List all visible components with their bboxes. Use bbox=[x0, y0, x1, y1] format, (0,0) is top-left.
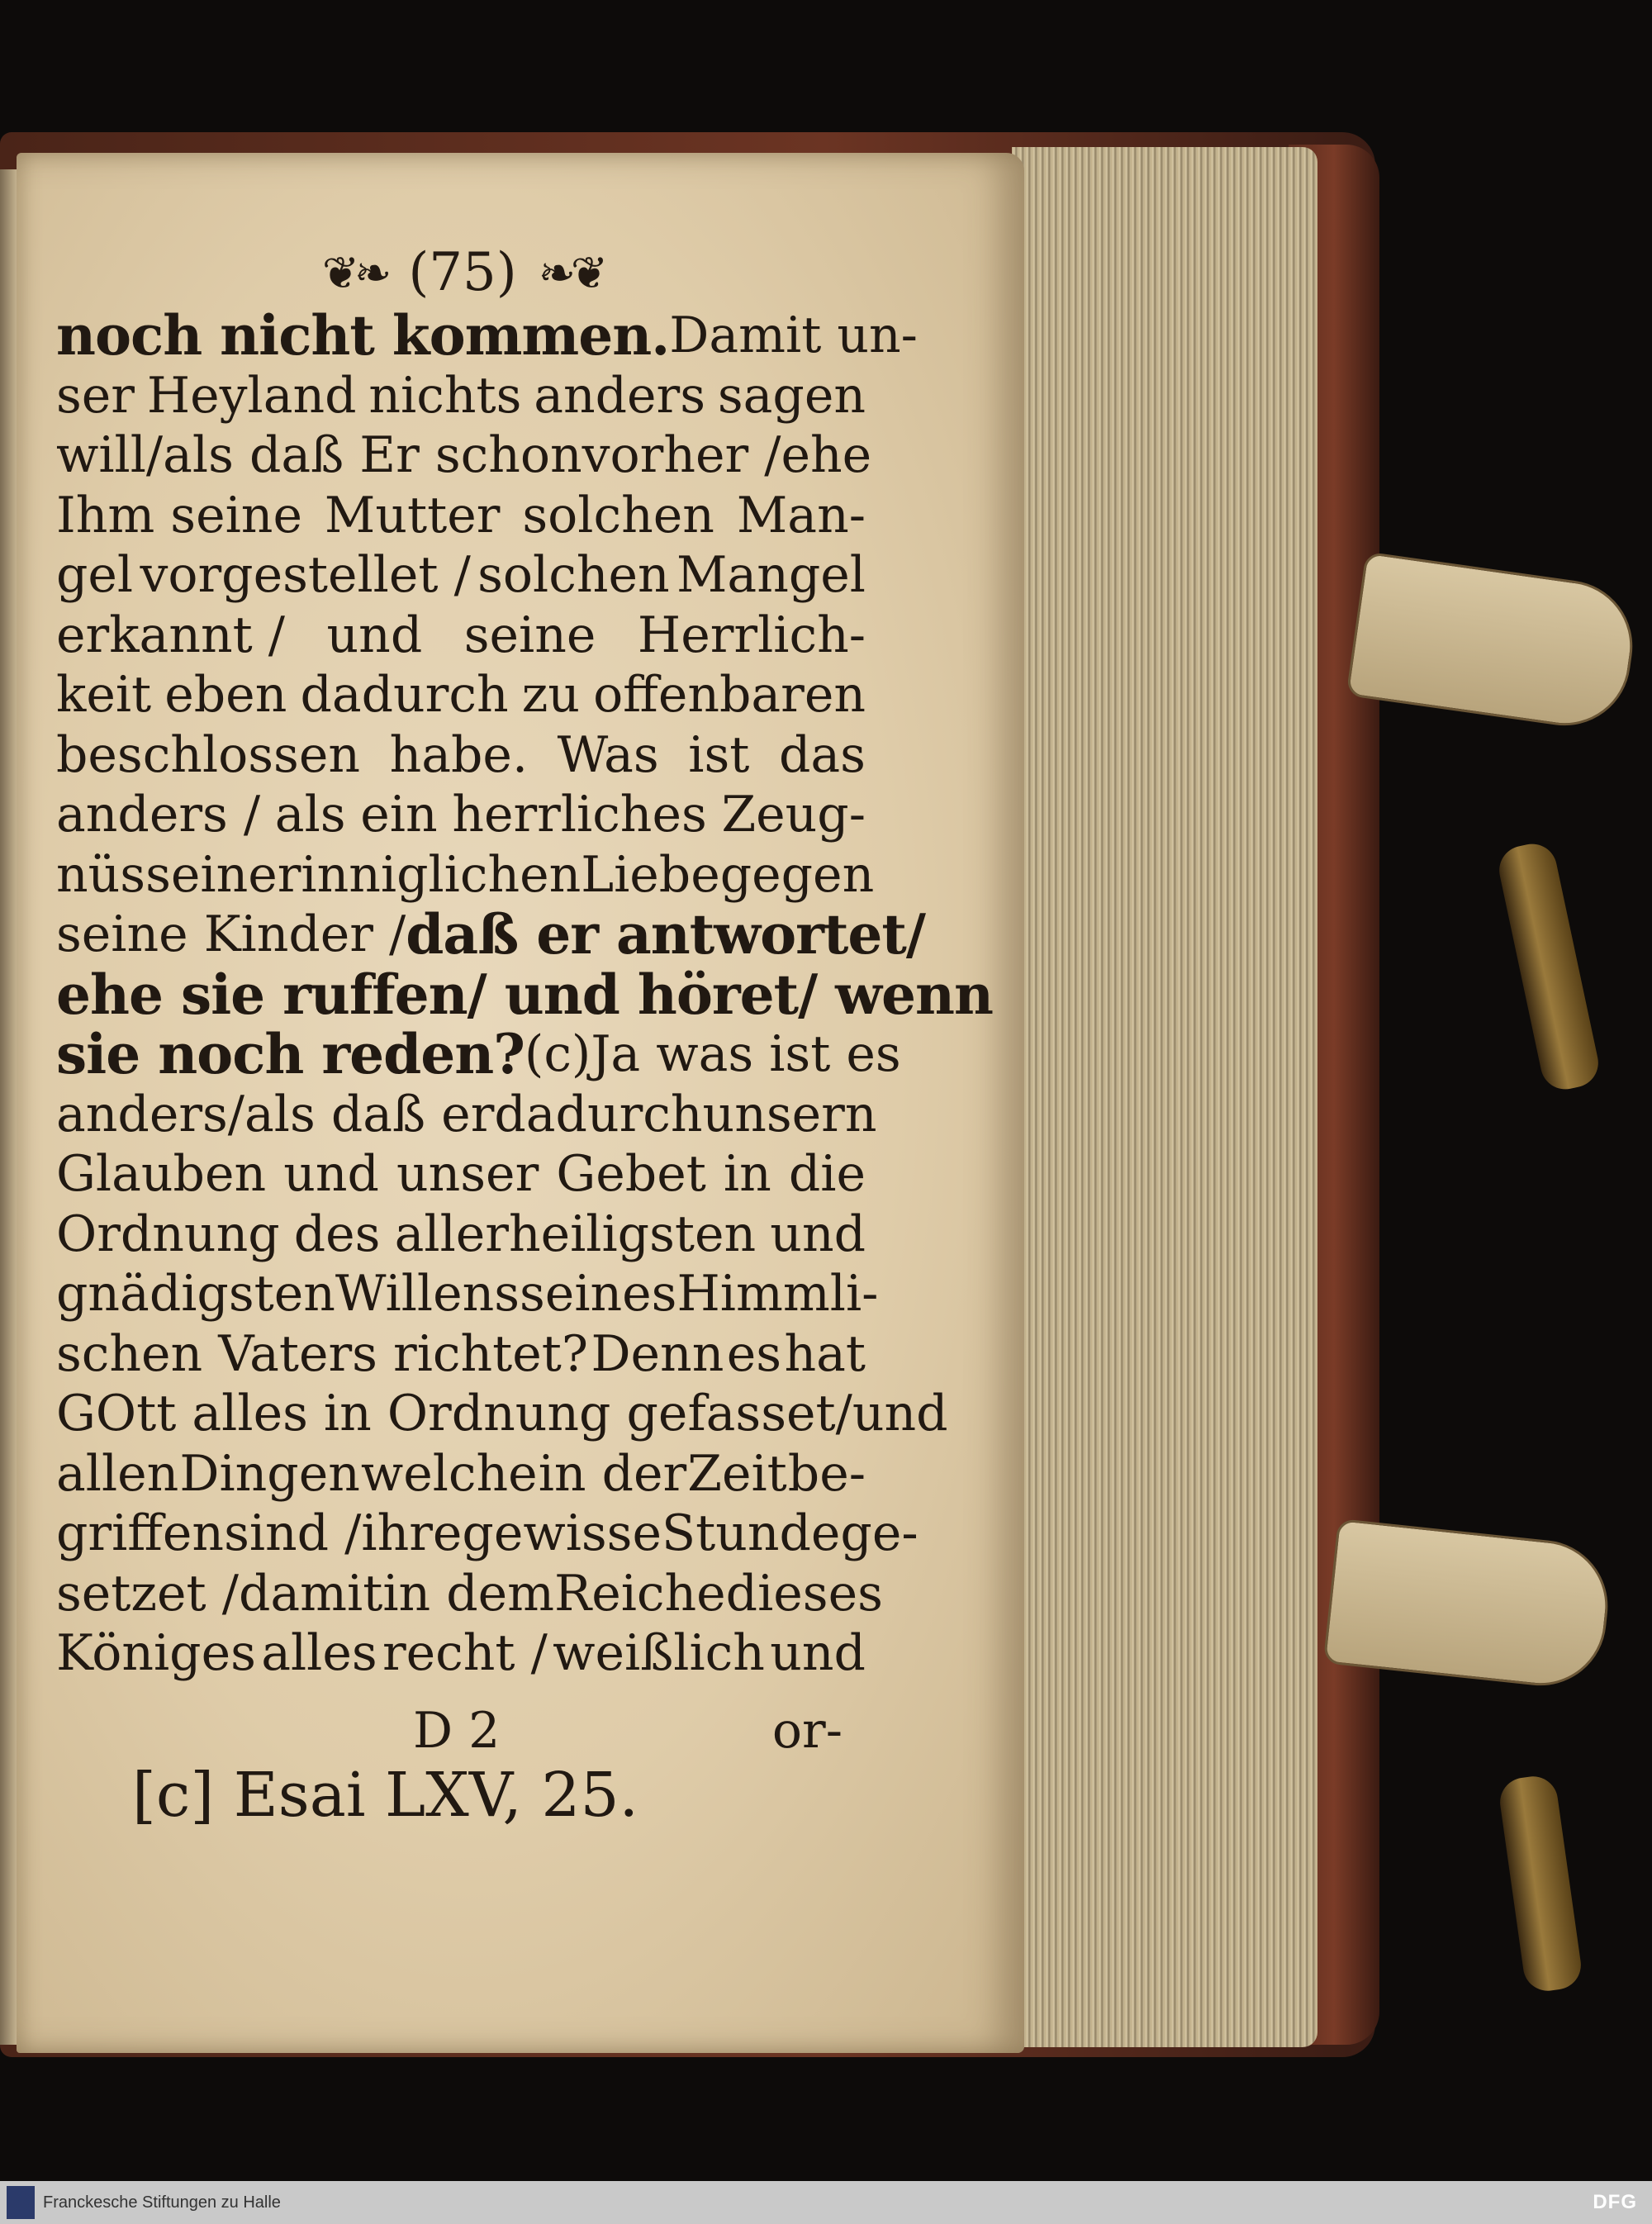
text-word: anders/ bbox=[56, 1085, 245, 1143]
page-number: (75) bbox=[408, 242, 517, 303]
text-word: Zeug- bbox=[721, 786, 866, 844]
text-word: ist bbox=[688, 725, 750, 784]
text-word: als daß Er schon bbox=[163, 426, 582, 484]
text-word: Ordnung bbox=[56, 1205, 280, 1263]
text-word: Heyland bbox=[146, 366, 357, 425]
text-line bbox=[56, 1444, 866, 1504]
text-word: gegen bbox=[719, 845, 875, 904]
text-word: ihre bbox=[361, 1504, 463, 1562]
text-word: die bbox=[788, 1145, 866, 1203]
text-word: zu bbox=[521, 666, 580, 724]
text-word: ein bbox=[360, 786, 438, 844]
text-word: setzet / bbox=[56, 1564, 239, 1623]
footnote: [c] Esai LXV, 25. bbox=[132, 1760, 639, 1831]
header-ornament-left: ❦❧ bbox=[321, 246, 387, 299]
text-line bbox=[56, 665, 866, 725]
text-word: und bbox=[326, 606, 423, 664]
text-word: GOtt alles in Ordnung gefasset/ bbox=[56, 1385, 852, 1442]
clasp-strap-upper bbox=[1346, 551, 1640, 734]
text-line bbox=[56, 486, 866, 546]
text-word: nichts bbox=[368, 366, 522, 425]
text-word: allerheiligsten bbox=[394, 1205, 757, 1263]
text-word: anders bbox=[534, 366, 706, 425]
text-word: anders / bbox=[56, 786, 261, 844]
text-word: herrliches bbox=[452, 786, 707, 844]
text-line bbox=[56, 366, 866, 426]
text-word: dadurch bbox=[300, 666, 509, 724]
text-word: Mutter bbox=[324, 486, 501, 544]
institution-logo-icon bbox=[7, 2186, 35, 2219]
text-word: Glauben bbox=[56, 1145, 267, 1203]
text-word: seines bbox=[520, 1265, 677, 1323]
text-line bbox=[56, 1205, 866, 1265]
text-word: Dingen bbox=[179, 1444, 360, 1503]
text-line bbox=[56, 1324, 866, 1385]
text-word: in der bbox=[538, 1444, 687, 1503]
text-word: Willens bbox=[335, 1265, 520, 1323]
text-word: seine Kinder / bbox=[56, 905, 406, 963]
page-header bbox=[289, 235, 636, 310]
text-word: keit bbox=[56, 666, 152, 724]
text-word: als bbox=[274, 786, 346, 844]
text-word: und bbox=[852, 1385, 948, 1442]
text-word: Ihm seine bbox=[56, 486, 302, 544]
text-word: nüs bbox=[56, 845, 146, 904]
text-word: allen bbox=[56, 1444, 179, 1503]
text-word: Himmli- bbox=[676, 1265, 879, 1323]
text-line bbox=[56, 425, 872, 486]
text-word: Reiche bbox=[554, 1564, 726, 1623]
text-word: als daß er bbox=[244, 1085, 495, 1143]
text-line bbox=[56, 303, 918, 368]
text-word: alles bbox=[261, 1624, 377, 1682]
signature-line bbox=[413, 1698, 843, 1764]
text-word: Gebet bbox=[556, 1145, 706, 1203]
text-word: Man- bbox=[736, 486, 866, 544]
text-word: hat bbox=[784, 1324, 866, 1383]
signature-mark: D 2 bbox=[413, 1702, 501, 1760]
text-line bbox=[56, 1564, 883, 1624]
text-word: dadurch bbox=[494, 1085, 703, 1143]
facing-page-edge bbox=[0, 169, 18, 2045]
text-word: seiner bbox=[145, 845, 301, 904]
text-word: in bbox=[723, 1145, 771, 1203]
text-word: des bbox=[293, 1205, 381, 1263]
text-word: sind / bbox=[224, 1504, 362, 1562]
text-word: solchen bbox=[477, 546, 670, 604]
text-word: vorher / bbox=[582, 426, 781, 484]
text-line bbox=[56, 1022, 901, 1086]
text-word: vorgestellet / bbox=[140, 546, 471, 604]
text-word: in dem bbox=[382, 1564, 555, 1623]
text-word: und bbox=[283, 1145, 379, 1203]
text-word: sie noch reden? bbox=[56, 1022, 525, 1086]
text-line bbox=[56, 902, 925, 967]
catchword: or- bbox=[771, 1702, 843, 1760]
text-word: ehe bbox=[781, 426, 872, 484]
text-word: Ja was ist es bbox=[591, 1025, 901, 1083]
text-line bbox=[56, 725, 866, 786]
text-word: recht / bbox=[382, 1624, 548, 1682]
footer-institution bbox=[0, 2186, 281, 2219]
clasp-strap-lower bbox=[1323, 1518, 1615, 1692]
text-word: habe. bbox=[389, 725, 529, 784]
text-word: seine bbox=[463, 606, 596, 664]
text-word: gel bbox=[56, 546, 134, 604]
text-word: solchen bbox=[522, 486, 714, 544]
footer-bar bbox=[0, 2181, 1652, 2224]
text-line bbox=[56, 962, 993, 1027]
text-line bbox=[56, 1504, 919, 1564]
text-word: dieses bbox=[725, 1564, 883, 1623]
text-line bbox=[56, 1085, 877, 1145]
text-word: (c) bbox=[524, 1025, 591, 1083]
text-word: eben bbox=[164, 666, 287, 724]
text-word: offenbaren bbox=[593, 666, 866, 724]
text-word: will/ bbox=[56, 426, 164, 484]
text-word: inniglichen bbox=[301, 845, 582, 904]
text-line bbox=[56, 1384, 948, 1444]
header-ornament-right: ❧❦ bbox=[538, 246, 604, 299]
text-word: ehe sie ruffen/ und höret/ wenn bbox=[56, 962, 993, 1027]
text-word: erkannt / bbox=[56, 606, 286, 664]
text-line bbox=[56, 545, 866, 606]
text-word: und bbox=[770, 1624, 866, 1682]
text-word: Was bbox=[557, 725, 659, 784]
metal-clasp-lower bbox=[1497, 1773, 1584, 1994]
text-word: damit bbox=[238, 1564, 383, 1623]
text-word: unsern bbox=[702, 1085, 877, 1143]
text-line bbox=[56, 845, 875, 905]
text-line bbox=[56, 1264, 879, 1324]
text-word: Mangel bbox=[676, 546, 866, 604]
text-word: unser bbox=[396, 1145, 539, 1203]
text-word: Herrlich- bbox=[637, 606, 866, 664]
text-word: Königes bbox=[56, 1624, 256, 1682]
text-word: weißlich bbox=[553, 1624, 765, 1682]
text-word: Damit un- bbox=[669, 307, 918, 364]
text-word: ge- bbox=[840, 1504, 919, 1562]
text-word: Liebe bbox=[581, 845, 720, 904]
page-edges bbox=[1012, 147, 1317, 2047]
text-word: Zeit bbox=[687, 1444, 787, 1503]
text-word: be- bbox=[787, 1444, 866, 1503]
text-word: welche bbox=[360, 1444, 538, 1503]
text-word: Stunde bbox=[661, 1504, 841, 1562]
text-word: griffen bbox=[56, 1504, 225, 1562]
text-line bbox=[56, 1144, 866, 1205]
text-word: schen Vaters richtet? bbox=[56, 1324, 589, 1383]
text-word: Denn bbox=[591, 1324, 724, 1383]
dfg-logo: DFG bbox=[1593, 2191, 1637, 2213]
metal-clasp-upper bbox=[1495, 839, 1603, 1094]
text-word: es bbox=[726, 1324, 782, 1383]
institution-name: Franckesche Stiftungen zu Halle bbox=[43, 2193, 281, 2212]
text-word: das bbox=[778, 725, 866, 784]
text-word: sagen bbox=[717, 366, 866, 425]
text-line bbox=[56, 606, 866, 666]
text-word: ser bbox=[56, 366, 135, 425]
page-text bbox=[56, 303, 993, 1684]
text-word: und bbox=[770, 1205, 866, 1263]
text-word: gewisse bbox=[462, 1504, 662, 1562]
text-word: beschlossen bbox=[56, 725, 360, 784]
text-line bbox=[56, 1623, 866, 1684]
text-word: daß er antwortet/ bbox=[406, 902, 925, 967]
text-word: noch nicht kommen. bbox=[56, 303, 670, 368]
text-word: gnädigsten bbox=[56, 1265, 335, 1323]
text-line bbox=[56, 785, 866, 845]
